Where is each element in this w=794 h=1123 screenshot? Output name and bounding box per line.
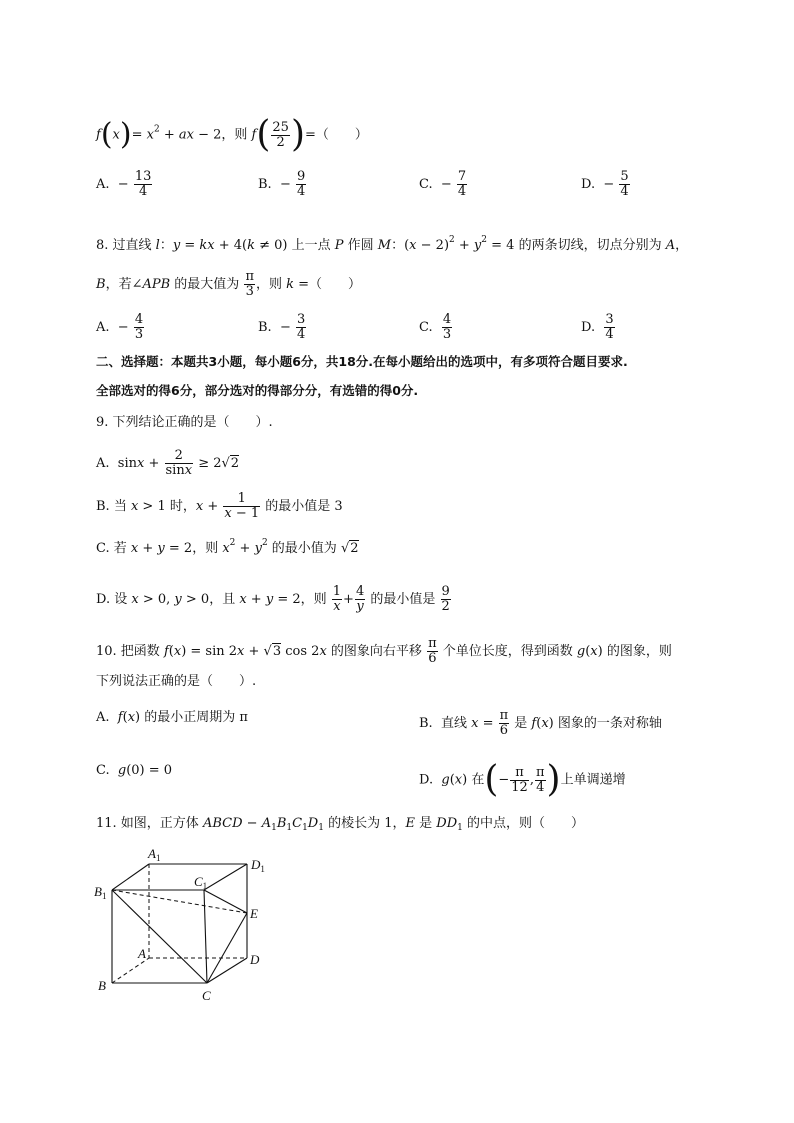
label-c1: $C_1$	[194, 874, 208, 891]
q7-stem: $f(x)= x^2$ + ax − 2，则 f( $\frac{25}{2}$ )=（ ）	[96, 114, 368, 155]
q11-stem: 11. 如图，正方体 ABCD − $A_1B_1C_1D_1$ 的棱长为 1，E 是 $DD_1$ 的中点，则（ ）	[96, 816, 585, 833]
q10-option-d: D. g(x) 在(− $\frac{\pi}{12}$ , $\frac{\pi}{4}$ )上单调递增	[419, 759, 626, 800]
q7-option-a: A. − $\frac{13}{4}$	[96, 169, 152, 199]
q10-option-c: C. g(0) = 0	[96, 763, 173, 778]
q9-option-b: B. 当 x > 1 时，x + $\frac{1}{x - 1}$ 的最小值是 3	[96, 491, 343, 521]
label-d1: $D_1$	[251, 857, 265, 874]
q7-option-d: D. − $\frac{5}{4}$	[581, 169, 629, 199]
q10-option-a: A. f(x) 的最小正周期为 π	[96, 710, 248, 725]
q8-option-c: C. $\frac{4}{3}$	[419, 312, 452, 342]
label-b: B	[98, 978, 106, 993]
label-c: C	[202, 988, 211, 1003]
q8-option-b: B. − $\frac{3}{4}$	[258, 312, 306, 342]
q8-option-d: D. $\frac{3}{4}$	[581, 312, 614, 342]
q7-option-c: C. − $\frac{7}{4}$	[419, 169, 467, 199]
label-a1: $A_1$	[148, 846, 161, 863]
q9-option-d: D. 设 x > 0, y > 0，且 x + y = 2，则 $\frac{1}{x}$ + $\frac{4}{y}$ 的最小值是 $\frac{9}{2}$	[96, 584, 450, 614]
section2-line2: 全部选对的得6分，部分选对的得部分分，有选错的得0分.	[96, 383, 419, 398]
q9-option-a: A. sinx + $\frac{2}{\sin x}$ ≥ 2√2	[96, 448, 240, 478]
label-a: A	[138, 946, 146, 961]
label-d: D	[250, 952, 260, 967]
section2-line1: 二、选择题：本题共3小题，每小题6分，共18分.在每小题给出的选项中，有多项符合题目要求.	[96, 354, 628, 369]
q9-stem: 9. 下列结论正确的是（ ）.	[96, 415, 273, 430]
label-b1: $B_1$	[94, 884, 107, 901]
q10-option-b: B. 直线 x = $\frac{\pi}{6}$ 是 f(x) 图象的一条对称轴	[419, 708, 662, 738]
q8-line2: B，若∠APB 的最大值为 $\frac{\pi}{3}$ ，则 k =（ ）	[96, 269, 362, 299]
label-e: E	[250, 906, 258, 921]
cube-figure	[90, 840, 290, 1010]
q10-line1: 10. 把函数 f(x) = sin 2x + √3 cos 2x 的图象向右平移 $\frac{\pi}{6}$ 个单位长度，得到函数 g(x) 的图象，则	[96, 636, 672, 666]
q9-option-c: C. 若 x + y = 2，则 $x^2 + y^2$ 的最小值为 √2	[96, 538, 359, 556]
q8-option-a: A. − $\frac{4}{3}$	[96, 312, 144, 342]
q8-line1: 8. 过直线 l：y = kx + 4(k ≠ 0) 上一点 P 作圆 M：$(x - 2)^2 + y^2 = 4$ 的两条切线，切点分别为 A，	[96, 235, 689, 253]
q7-option-b: B. − $\frac{9}{4}$	[258, 169, 306, 199]
q10-line2: 下列说法正确的是（ ）.	[96, 674, 257, 689]
